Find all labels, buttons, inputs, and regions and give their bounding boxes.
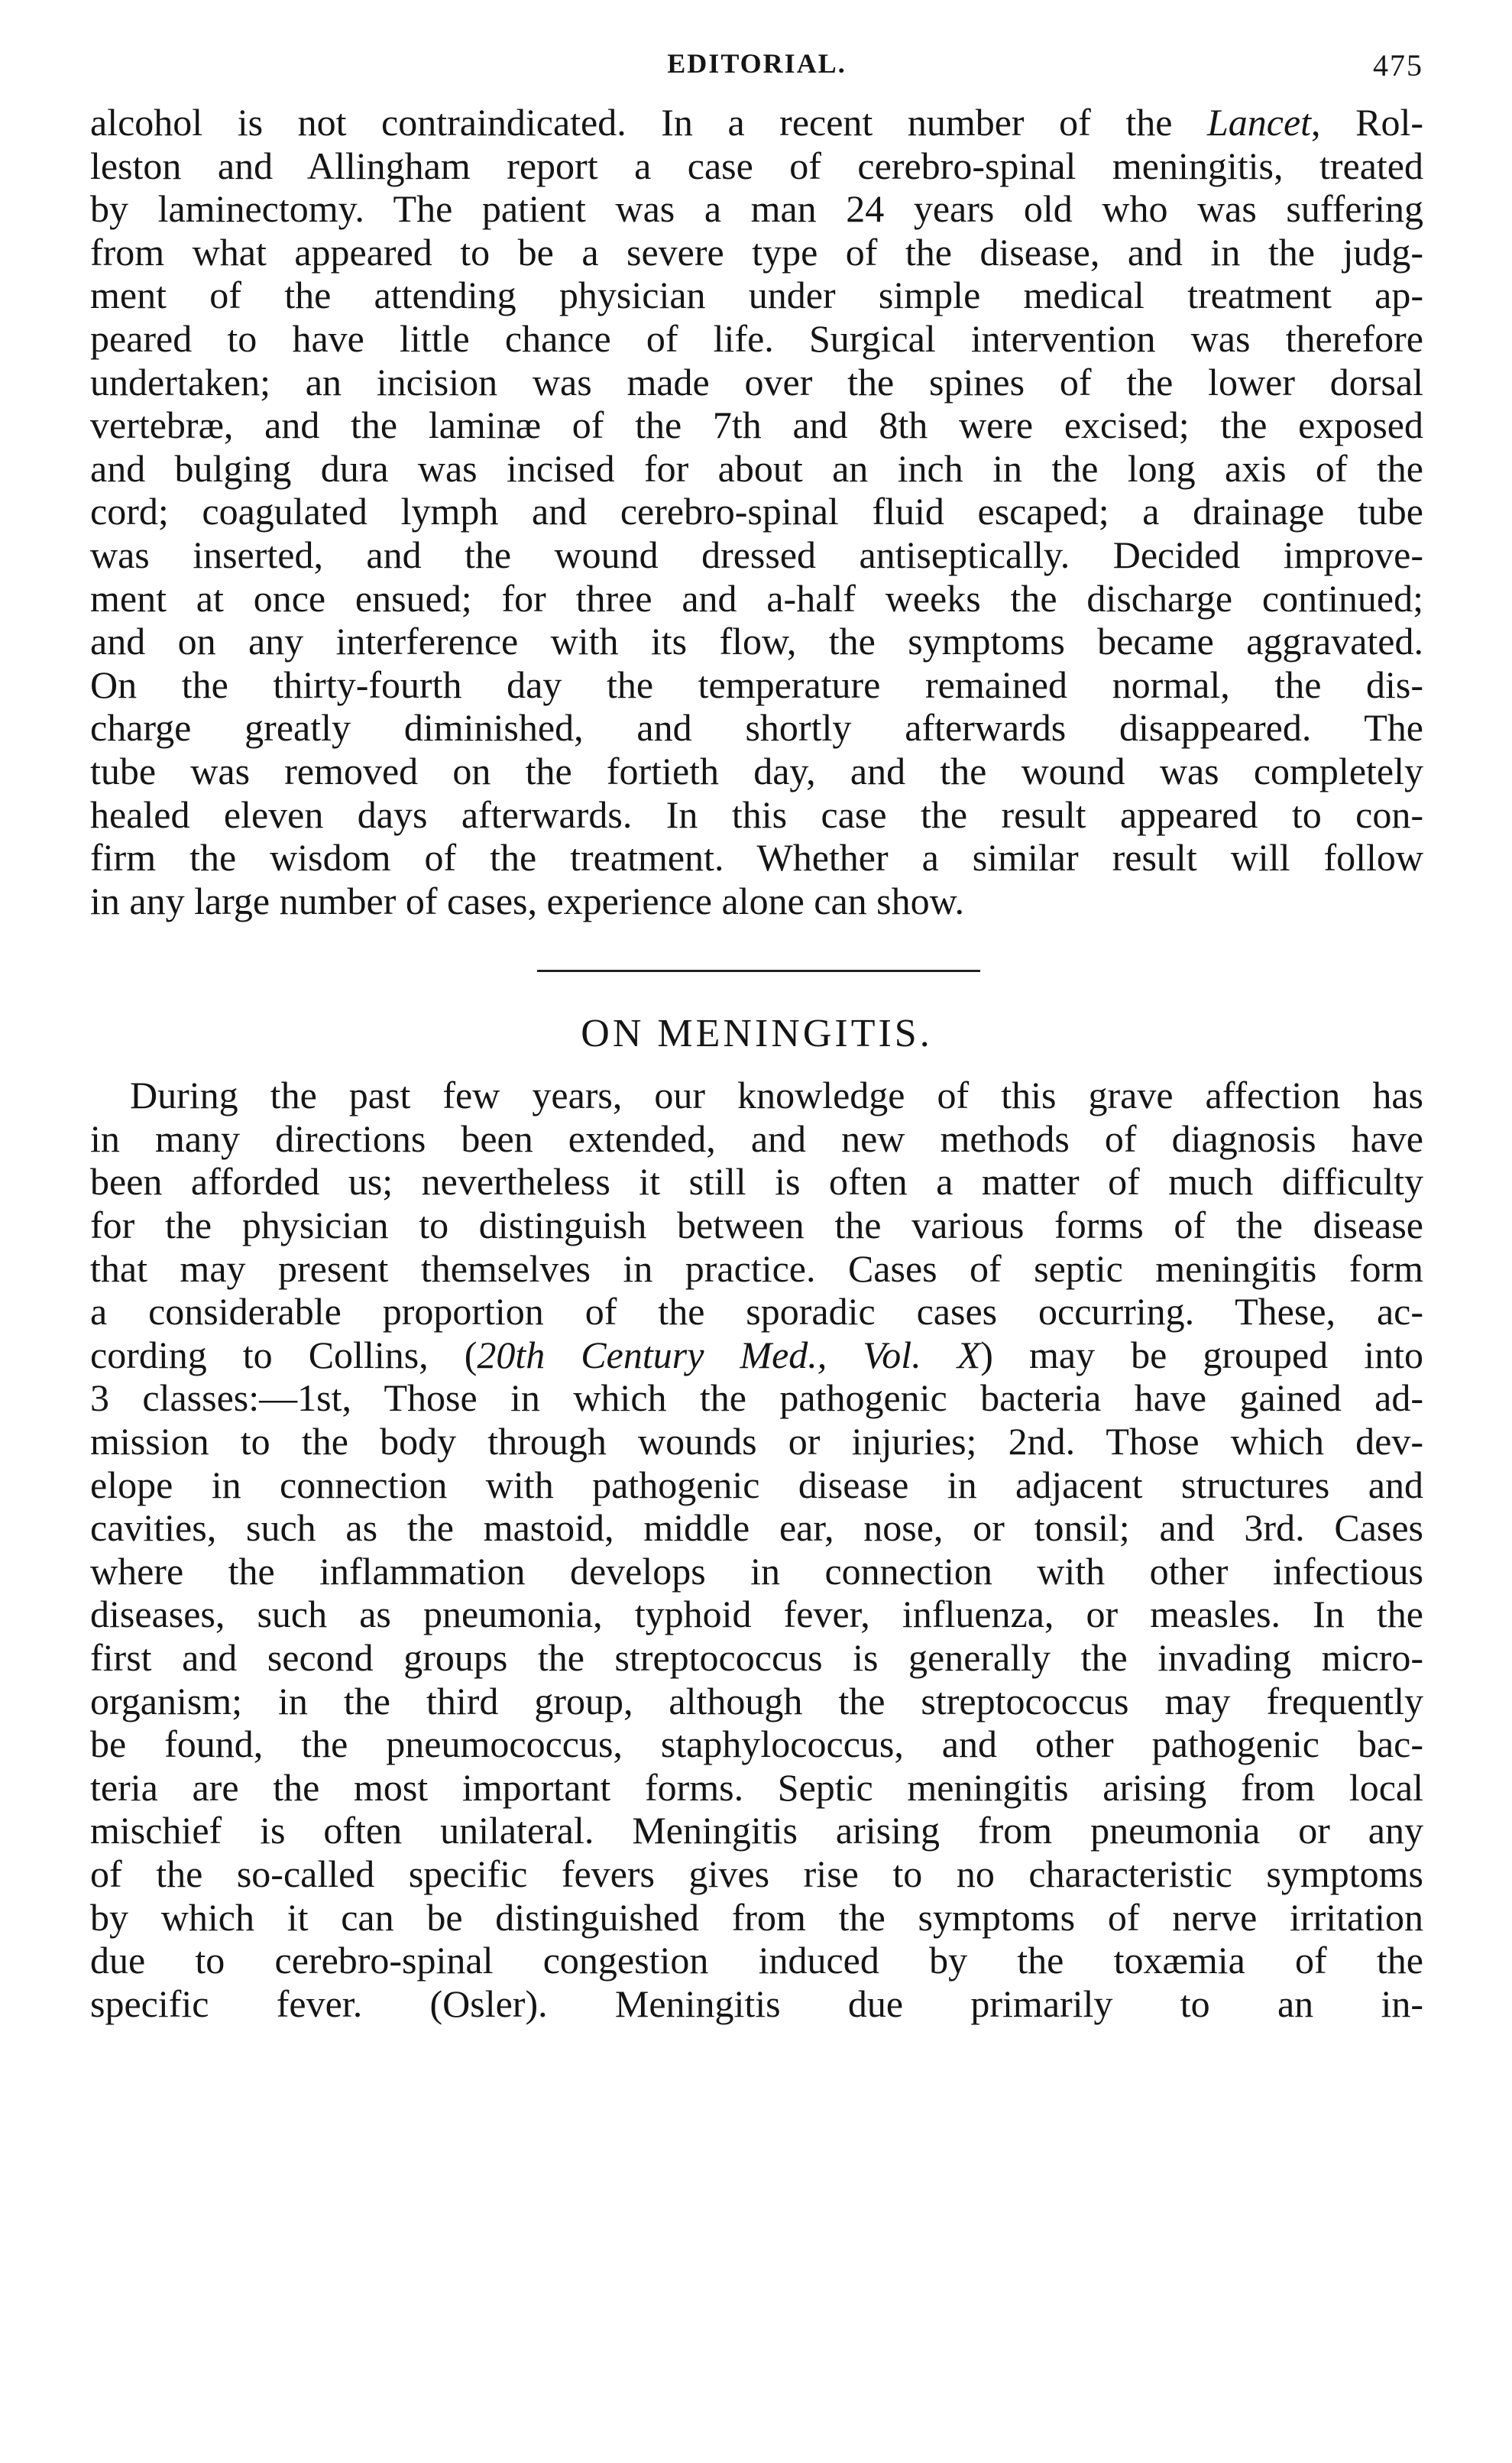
text-line: due to cerebro-spinal congestion induced by the toxæmia of the: [90, 1939, 1423, 1982]
text-line: a considerable proportion of the sporadic cases occurring. These, ac-: [90, 1290, 1423, 1334]
text-line: On the thirty-fourth day the temperature remained normal, the dis-: [90, 663, 1423, 706]
text-line: vertebræ, and the laminæ of the 7th and 8th were excised; the exposed: [90, 403, 1423, 447]
running-title: EDITORIAL.: [667, 48, 847, 79]
article-meningitis-paragraph: [90, 1074, 1423, 2025]
text-line: undertaken; an incision was made over the spines of the lower dorsal: [90, 360, 1423, 403]
section-title: ON MENINGITIS.: [581, 1012, 933, 1056]
text-line: organism; in the third group, although the streptococcus may frequently: [90, 1679, 1423, 1722]
text-line: healed eleven days afterwards. In this case the result appeared to con-: [90, 792, 1423, 836]
book-page: [90, 47, 1423, 2025]
text-line: tube was removed on the fortieth day, and the wound was completely: [90, 749, 1423, 792]
text-line: that may present themselves in practice. Cases of septic meningitis form: [90, 1246, 1423, 1290]
text-line: peared to have little chance of life. Surgical intervention was therefore: [90, 316, 1423, 360]
article-lancet-paragraph: [90, 101, 1423, 922]
text-line: in any large number of cases, experience alone can show.: [90, 879, 964, 922]
text-line: for the physician to distinguish between the various forms of the disease: [90, 1204, 1423, 1247]
section-divider: [90, 922, 1423, 1011]
text-line: and on any interference with its flow, the symptoms became aggravated.: [90, 620, 1423, 663]
text-line: cavities, such as the mastoid, middle ear, nose, or tonsil; and 3rd. Cases: [90, 1506, 1423, 1550]
text-line: elope in connection with pathogenic disease in adjacent structures and: [90, 1463, 1423, 1506]
text-line: mischief is often unilateral. Meningitis arising from pneumonia or any: [90, 1809, 1423, 1852]
text-line: leston and Allingham report a case of cerebro-spinal meningitis, treated: [90, 144, 1423, 187]
text-line: cord; coagulated lymph and cerebro-spinal fluid escaped; a drainage tube: [90, 490, 1423, 533]
horizontal-rule: [537, 970, 980, 972]
text-line: from what appeared to be a severe type of the disease, and in the judg-: [90, 230, 1423, 274]
text-line: [90, 101, 1423, 144]
text-line: ment of the attending physician under simple medical treatment ap-: [90, 274, 1423, 317]
text-line: first and second groups the streptococcus is generally the invading micro-: [90, 1636, 1423, 1679]
text-line: specific fever. (Osler). Meningitis due primarily to an in-: [90, 1982, 1423, 2025]
text-run: ) may be grouped into: [980, 1333, 1423, 1376]
text-line: During the past few years, our knowledge of this grave affection has: [130, 1074, 1423, 1117]
text-line: of the so-called specific fevers gives rise to no characteristic symptoms: [90, 1852, 1423, 1895]
text-line: mission to the body through wounds or injuries; 2nd. Those which dev-: [90, 1420, 1423, 1463]
text-line: and bulging dura was incised for about an inch in the long axis of the: [90, 446, 1423, 490]
running-head: [90, 47, 1423, 101]
page-number: 475: [1373, 48, 1423, 83]
text-line: by laminectomy. The patient was a man 24 years old who was suffering: [90, 187, 1423, 231]
text-line: where the inflammation develops in connection with other infectious: [90, 1549, 1423, 1593]
text-run: , Rol-: [1311, 101, 1423, 144]
text-line: charge greatly diminished, and shortly afterwards disappeared. The: [90, 706, 1423, 750]
journal-name: Lancet: [1206, 101, 1312, 144]
text-line: in many directions been extended, and new methods of diagnosis have: [90, 1116, 1423, 1160]
text-run: cording to Collins, (: [90, 1333, 478, 1376]
text-line: been afforded us; nevertheless it still is often a matter of much difficulty: [90, 1160, 1423, 1204]
text-line: diseases, such as pneumonia, typhoid fever, influenza, or measles. In the: [90, 1593, 1423, 1636]
citation: 20th Century Med., Vol. X: [477, 1333, 981, 1376]
text-line: was inserted, and the wound dressed antiseptically. Decided improve-: [90, 533, 1423, 576]
text-line: by which it can be distinguished from the symptoms of nerve irritation: [90, 1895, 1423, 1939]
text-line: be found, the pneumococcus, staphylococcus, and other pathogenic bac-: [90, 1722, 1423, 1766]
text-line: [90, 1334, 1423, 1377]
text-line: firm the wisdom of the treatment. Whether a similar result will follow: [90, 836, 1423, 880]
text-run: alcohol is not contraindicated. In a recent number of the: [90, 101, 1207, 144]
text-line: teria are the most important forms. Septic meningitis arising from local: [90, 1765, 1423, 1809]
text-line: 3 classes:—1st, Those in which the pathogenic bacteria have gained ad-: [90, 1376, 1423, 1420]
text-line: ment at once ensued; for three and a-half weeks the discharge continued;: [90, 576, 1423, 620]
